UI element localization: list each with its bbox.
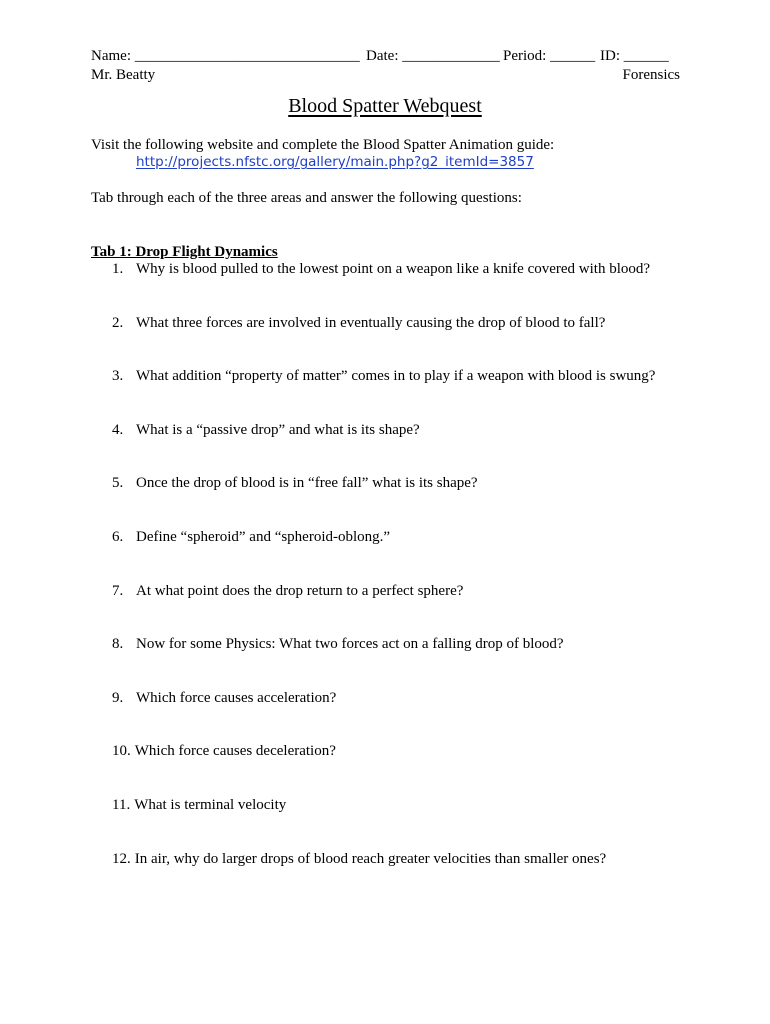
question-item [112,796,286,814]
question-text: Which force causes acceleration? [136,689,337,706]
name-blank[interactable]: ______________________________ [134,48,360,64]
date-label: Date: [366,48,399,64]
question-number: 10. [112,743,131,760]
question-item [112,314,605,332]
question-text: In air, why do larger drops of blood reach greater velocities than smaller ones? [134,850,607,867]
period-field[interactable] [503,47,595,65]
question-item [112,528,390,546]
question-text: Which force causes deceleration? [134,743,336,760]
question-item [112,850,606,868]
question-item [112,421,420,439]
question-number: 8. [112,636,124,653]
period-label: Period: [503,48,547,64]
course-name: Forensics [622,67,680,83]
name-label: Name: [91,48,131,64]
date-blank[interactable]: _____________ [402,48,500,64]
question-number: 12. [112,850,131,867]
question-number: 9. [112,689,124,706]
tab-instruction-text: Tab through each of the three areas and answer the following questions: [91,190,522,206]
question-item [112,474,478,492]
page-title: Blood Spatter Webquest [288,95,482,117]
id-blank[interactable]: ______ [623,48,669,64]
question-item [112,582,463,600]
question-text: Why is blood pulled to the lowest point on a weapon like a knife covered with blood? [136,261,651,277]
question-number: 7. [112,582,124,599]
question-text: Now for some Physics: What two forces act on a falling drop of blood? [136,636,564,653]
question-number: 1. [112,261,124,277]
webquest-link[interactable]: http://projects.nfstc.org/gallery/main.php?g2_itemId=3857 [136,154,534,170]
question-number: 4. [112,421,124,438]
teacher-name: Mr. Beatty [91,67,156,83]
question-item [112,635,564,653]
question-number: 3. [112,368,124,385]
question-text: What is a “passive drop” and what is its shape? [136,421,420,438]
question-number: 6. [112,529,124,545]
question-item [112,367,655,385]
id-field[interactable] [600,47,669,65]
name-field[interactable] [91,47,360,65]
question-number: 11. [112,797,131,813]
question-text: What is terminal velocity [134,797,287,813]
question-item [112,689,336,707]
section-heading: Tab 1: Drop Flight Dynamics [91,244,278,260]
question-item [112,260,650,278]
id-label: ID: [600,48,620,64]
question-text: Define “spheroid” and “spheroid-oblong.” [136,529,391,545]
question-item [112,742,336,760]
question-text: What three forces are involved in eventually causing the drop of blood to fall? [136,314,606,331]
question-number: 5. [112,475,124,492]
date-field[interactable] [366,47,500,65]
period-blank[interactable]: ______ [550,48,596,64]
question-number: 2. [112,314,124,331]
question-text: At what point does the drop return to a perfect sphere? [136,582,464,599]
instruction-text: Visit the following website and complete the Blood Spatter Animation guide: [91,137,555,153]
question-text: Once the drop of blood is in “free fall” what is its shape? [136,475,478,492]
question-text: What addition “property of matter” comes in to play if a weapon with blood is swung? [136,368,656,385]
